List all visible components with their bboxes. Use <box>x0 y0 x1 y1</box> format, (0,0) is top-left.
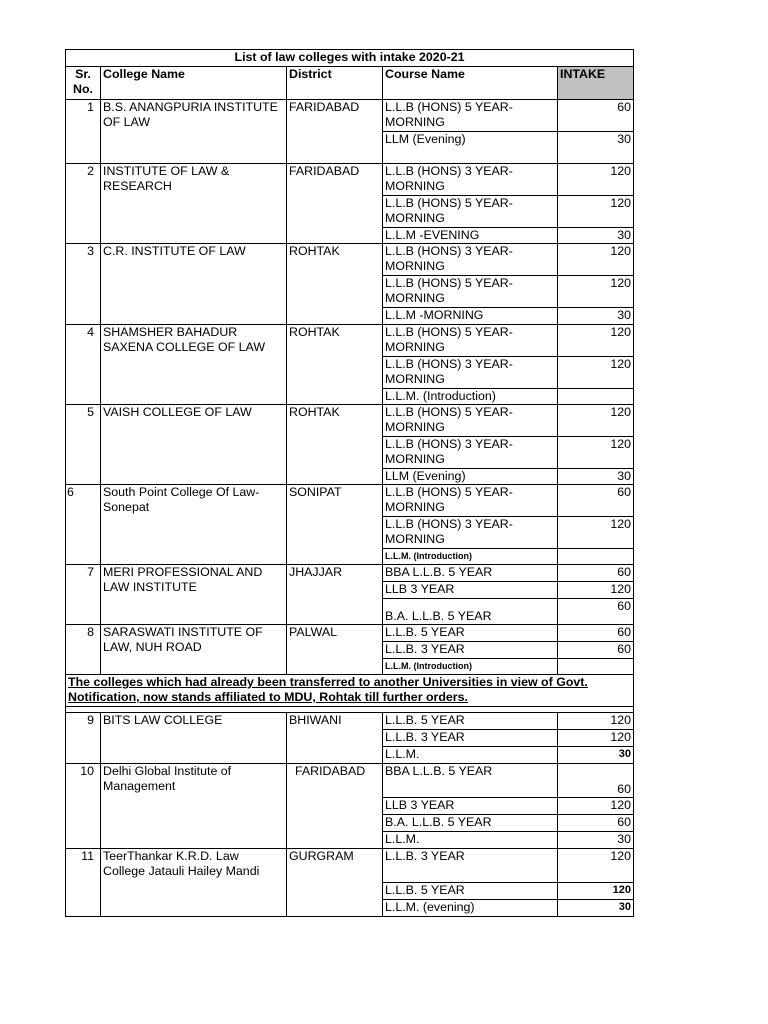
college-name: South Point College Of Law-Sonepat <box>101 485 287 565</box>
table-row <box>66 164 634 196</box>
course-name: L.L.B. 5 YEAR <box>383 713 558 730</box>
college-name: Delhi Global Institute of Management <box>101 764 287 849</box>
course-name: LLB 3 YEAR <box>383 582 558 599</box>
intake: 120 <box>558 276 634 308</box>
district: ROHTAK <box>287 244 383 325</box>
course-name: L.L.M -EVENING <box>383 228 558 244</box>
intake: 30 <box>558 832 634 849</box>
course-name: L.L.B (HONS) 5 YEAR- MORNING <box>383 100 558 132</box>
course-name: LLM (Evening) <box>383 132 558 164</box>
course-name: L.L.B (HONS) 5 YEAR- MORNING <box>383 485 558 517</box>
course-name: L.L.B (HONS) 3 YEAR- MORNING <box>383 517 558 549</box>
table-row <box>66 565 634 582</box>
table-row <box>66 405 634 437</box>
intake <box>558 659 634 675</box>
course-name: L.L.M. (evening) <box>383 900 558 917</box>
table-title: List of law colleges with intake 2020-21 <box>66 50 634 67</box>
intake: 30 <box>558 900 634 917</box>
district: ROHTAK <box>287 325 383 405</box>
course-name: L.L.B. 5 YEAR <box>383 883 558 900</box>
course-name: L.L.M. <box>383 747 558 764</box>
district: PALWAL <box>287 625 383 675</box>
district: ROHTAK <box>287 405 383 485</box>
course-name: L.L.M. (Introduction) <box>383 549 558 565</box>
intake: 120 <box>558 325 634 357</box>
intake <box>558 549 634 565</box>
intake: 120 <box>558 713 634 730</box>
header-course-name: Course Name <box>383 67 558 100</box>
intake: 60 <box>558 642 634 659</box>
course-name: L.L.B (HONS) 3 YEAR- MORNING <box>383 164 558 196</box>
course-name: BBA L.L.B. 5 YEAR <box>383 565 558 582</box>
college-name: MERI PROFESSIONAL AND LAW INSTITUTE <box>101 565 287 625</box>
college-name: C.R. INSTITUTE OF LAW <box>101 244 287 325</box>
sr-no: 5 <box>66 405 101 485</box>
intake: 60 <box>558 625 634 642</box>
sr-no: 4 <box>66 325 101 405</box>
intake: 120 <box>558 798 634 815</box>
table-row <box>66 485 634 517</box>
college-name: VAISH COLLEGE OF LAW <box>101 405 287 485</box>
header-row <box>66 67 634 100</box>
table-row <box>66 764 634 798</box>
course-name: L.L.M -MORNING <box>383 308 558 325</box>
intake: 30 <box>558 308 634 325</box>
table-row <box>66 325 634 357</box>
course-name: L.L.B (HONS) 3 YEAR- MORNING <box>383 244 558 276</box>
intake: 60 <box>558 599 634 625</box>
district: FARIDABAD <box>287 764 383 849</box>
sr-no: 2 <box>66 164 101 244</box>
intake: 120 <box>558 883 634 900</box>
table-row <box>66 849 634 883</box>
header-sr-no: Sr. No. <box>66 67 101 100</box>
college-name: SHAMSHER BAHADUR SAXENA COLLEGE OF LAW <box>101 325 287 405</box>
sr-no: 1 <box>66 100 101 164</box>
sr-no: 3 <box>66 244 101 325</box>
course-name: L.L.B. 3 YEAR <box>383 730 558 747</box>
intake: 120 <box>558 517 634 549</box>
district: FARIDABAD <box>287 100 383 164</box>
intake: 120 <box>558 437 634 469</box>
intake <box>558 389 634 405</box>
intake: 120 <box>558 730 634 747</box>
table-row <box>66 625 634 642</box>
sr-no: 8 <box>66 625 101 675</box>
table-row <box>66 100 634 132</box>
college-name: B.S. ANANGPURIA INSTITUTE OF LAW <box>101 100 287 164</box>
course-name: L.L.B (HONS) 3 YEAR- MORNING <box>383 437 558 469</box>
district: FARIDABAD <box>287 164 383 244</box>
college-name: INSTITUTE OF LAW & RESEARCH <box>101 164 287 244</box>
sr-no: 10 <box>66 764 101 849</box>
intake: 30 <box>558 228 634 244</box>
intake: 60 <box>558 485 634 517</box>
header-district: District <box>287 67 383 100</box>
intake: 60 <box>558 100 634 132</box>
course-name: L.L.B (HONS) 5 YEAR- MORNING <box>383 276 558 308</box>
table-row <box>66 244 634 276</box>
district: GURGRAM <box>287 849 383 917</box>
sr-no: 11 <box>66 849 101 917</box>
intake: 60 <box>558 764 634 798</box>
document-page <box>65 49 633 917</box>
course-name: L.L.M. (Introduction) <box>383 389 558 405</box>
intake: 60 <box>558 565 634 582</box>
district: JHAJJAR <box>287 565 383 625</box>
sr-no: 9 <box>66 713 101 764</box>
course-name: LLM (Evening) <box>383 469 558 485</box>
header-intake: INTAKE <box>558 67 634 100</box>
course-name: L.L.M. (Introduction) <box>383 659 558 675</box>
intake: 120 <box>558 244 634 276</box>
table-row <box>66 713 634 730</box>
intake: 30 <box>558 469 634 485</box>
course-name: L.L.B. 3 YEAR <box>383 642 558 659</box>
district: SONIPAT <box>287 485 383 565</box>
course-name: L.L.B. 3 YEAR <box>383 849 558 883</box>
college-name: TeerThankar K.R.D. Law College Jatauli Hailey Mandi <box>101 849 287 917</box>
course-name: L.L.B (HONS) 5 YEAR- MORNING <box>383 325 558 357</box>
district: BHIWANI <box>287 713 383 764</box>
intake: 120 <box>558 582 634 599</box>
course-name: B.A. L.L.B. 5 YEAR <box>383 815 558 832</box>
intake: 30 <box>558 747 634 764</box>
course-name: BBA L.L.B. 5 YEAR <box>383 764 558 798</box>
intake: 120 <box>558 357 634 389</box>
course-name: L.L.B (HONS) 5 YEAR- MORNING <box>383 196 558 228</box>
course-name: B.A. L.L.B. 5 YEAR <box>383 599 558 625</box>
intake: 120 <box>558 405 634 437</box>
title-row <box>66 50 634 67</box>
college-name: BITS LAW COLLEGE <box>101 713 287 764</box>
intake: 120 <box>558 196 634 228</box>
intake: 30 <box>558 132 634 164</box>
course-name: L.L.B (HONS) 5 YEAR- MORNING <box>383 405 558 437</box>
intake: 60 <box>558 815 634 832</box>
course-name: L.L.B. 5 YEAR <box>383 625 558 642</box>
course-name: LLB 3 YEAR <box>383 798 558 815</box>
course-name: L.L.B (HONS) 3 YEAR- MORNING <box>383 357 558 389</box>
header-college-name: College Name <box>101 67 287 100</box>
college-name: SARASWATI INSTITUTE OF LAW, NUH ROAD <box>101 625 287 675</box>
note-row <box>66 675 634 707</box>
transfer-note: The colleges which had already been transferred to another Universities in view of Govt. Notification, now stands affiliated to MDU, Rohtak till further orders. <box>66 675 634 707</box>
sr-no: 6 <box>66 485 101 565</box>
colleges-table <box>65 49 634 917</box>
sr-no: 7 <box>66 565 101 625</box>
intake: 120 <box>558 849 634 883</box>
course-name: L.L.M. <box>383 832 558 849</box>
intake: 120 <box>558 164 634 196</box>
